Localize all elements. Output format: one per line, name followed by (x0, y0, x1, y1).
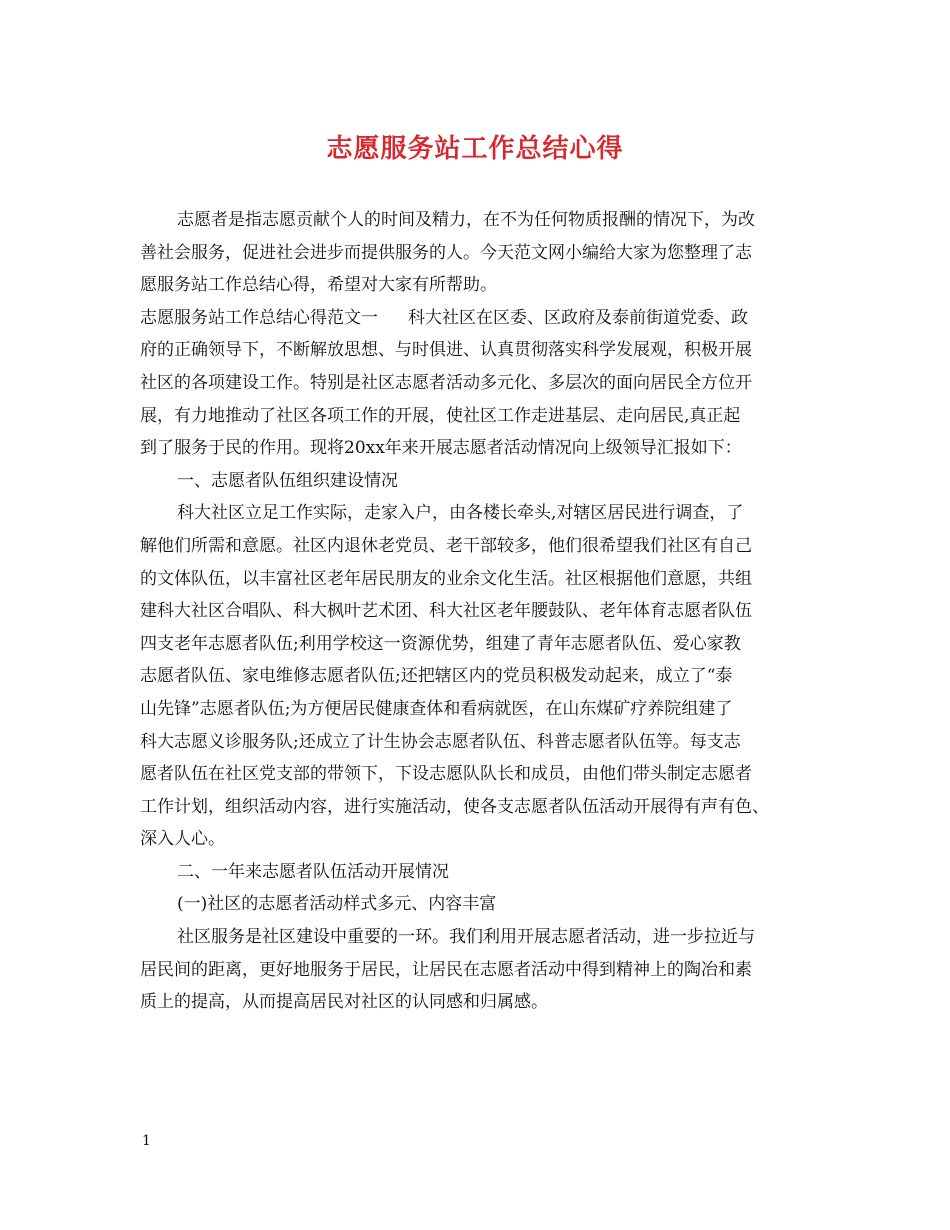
paragraph-line: 社区服务是社区建设中重要的一环。我们利用开展志愿者活动，进一步拉近与 (177, 927, 755, 948)
paragraph-line: 愿者队伍在社区党支部的带领下，下设志愿队队长和成员，由他们带头制定志愿者 (140, 764, 752, 785)
page-number: 1 (142, 1133, 151, 1149)
paragraph-line: 志愿者是指志愿贡献个人的时间及精力，在不为任何物质报酬的情况下，为改 (177, 210, 755, 230)
paragraph-line (140, 302, 830, 335)
paragraph-line: 科大志愿义诊服务队;还成立了计生协会志愿者队伍、科普志愿者队伍等。每支志 (140, 731, 741, 752)
paragraph-line: 府的正确领导下，不断解放思想、与时俱进、认真贯彻落实科学发展观，积极开展 (140, 340, 752, 361)
paragraph-line: 的文体队伍，以丰富社区老年居民朋友的业余文化生活。社区根据他们意愿，共组 (140, 568, 752, 589)
section-heading: 一、志愿者队伍组织建设情况 (177, 470, 398, 491)
document-body (140, 204, 830, 1019)
paragraph-line: 建科大社区合唱队、科大枫叶艺术团、科大社区老年腰鼓队、老年体育志愿者队伍 (140, 601, 752, 622)
paragraph-line: 到了服务于民的作用。现将20xx年来开展志愿者活动情况向上级领导汇报如下： (140, 438, 742, 459)
paragraph-line: 科大社区立足工作实际，走家入户，由各楼长牵头,对辖区居民进行调查，了 (177, 503, 744, 524)
subsection-heading: (一)社区的志愿者活动样式多元、内容丰富 (177, 894, 497, 915)
paragraph-line: 工作计划，组织活动内容，进行实施活动，使各支志愿者队伍活动开展得有声有色、 (140, 796, 769, 817)
paragraph-text: 科大社区在区委、区政府及泰前街道党委、政 (408, 307, 748, 328)
paragraph-line: 解他们所需和意愿。社区内退休老党员、老干部较多，他们很希望我们社区有自己 (140, 535, 752, 556)
paragraph-line: 愿服务站工作总结心得，希望对大家有所帮助。 (140, 275, 497, 296)
paragraph-line: 社区的各项建设工作。特别是社区志愿者活动多元化、多层次的面向居民全方位开 (140, 372, 752, 393)
paragraph-line: 居民间的距离，更好地服务于居民，让居民在志愿者活动中得到精神上的陶冶和素 (140, 959, 752, 980)
paragraph-line: 深入人心。 (140, 829, 225, 850)
paragraph-line: 善社会服务，促进社会进步而提供服务的人。今天范文网小编给大家为您整理了志 (140, 242, 752, 263)
section-heading: 志愿服务站工作总结心得范文一 (140, 307, 378, 328)
paragraph-line: 山先锋”志愿者队伍;为方便居民健康查体和看病就医，在山东煤矿疗养院组建了 (140, 698, 733, 719)
paragraph-line: 志愿者队伍、家电维修志愿者队伍;还把辖区内的党员积极发动起来，成立了“泰 (140, 666, 733, 687)
section-heading: 二、一年来志愿者队伍活动开展情况 (177, 861, 449, 882)
paragraph-line: 四支老年志愿者队伍;利用学校这一资源优势，组建了青年志愿者队伍、爱心家教 (140, 633, 741, 654)
document-title: 志愿服务站工作总结心得 (326, 134, 624, 164)
paragraph-line: 展，有力地推动了社区各项工作的开展，使社区工作走进基层、走向居民,真正起 (140, 405, 741, 426)
paragraph-line: 质上的提高，从而提高居民对社区的认同感和归属感。 (140, 992, 548, 1013)
